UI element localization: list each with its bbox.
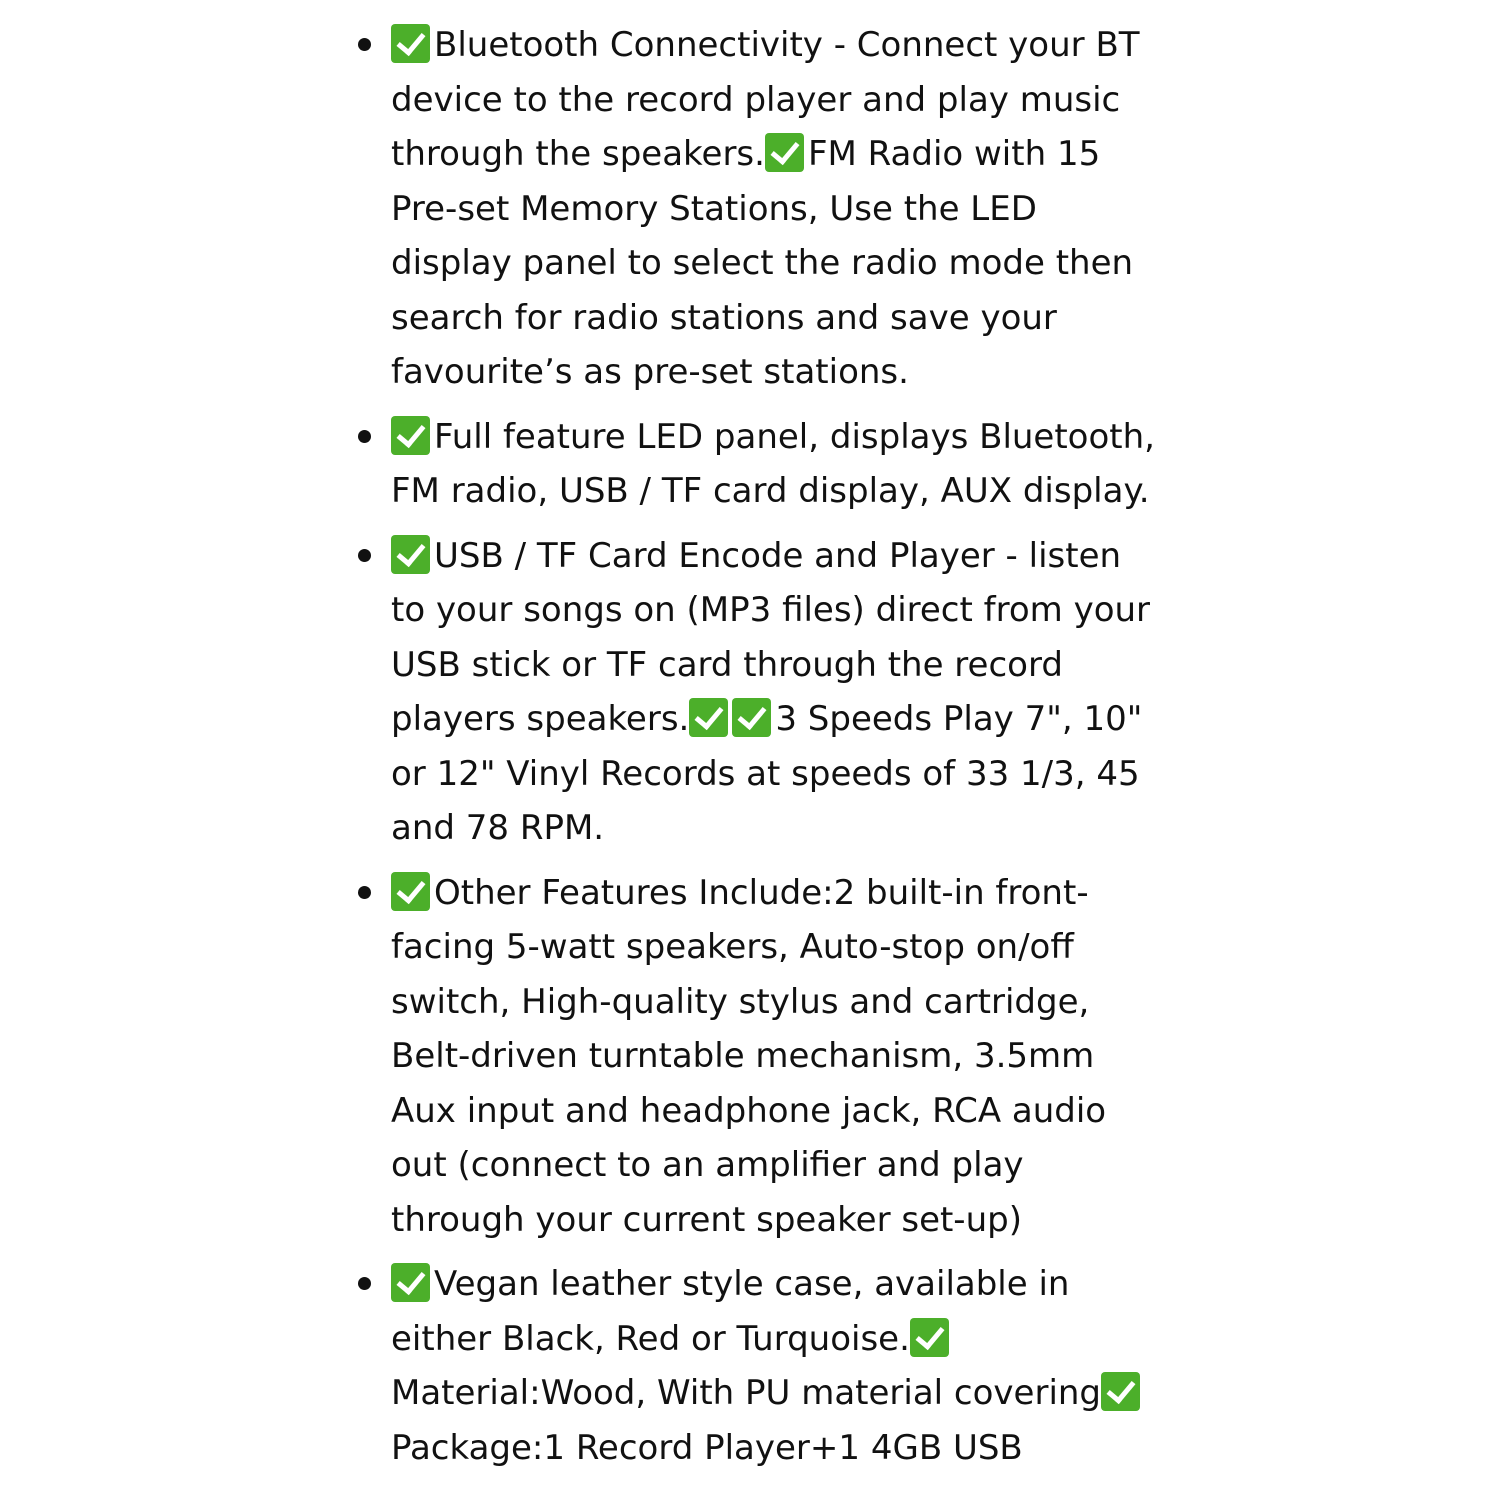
check-icon — [732, 698, 771, 737]
check-icon — [391, 1263, 430, 1302]
feature-text: Vegan leather style case, available in either Black, Red or Turquoise. — [391, 1264, 1070, 1359]
feature-item — [352, 18, 1164, 400]
feature-text: USB / TF Card Encode and Player - listen to your songs on (MP3 files) direct from your USB stick or TF card through the record players speakers. — [391, 535, 1151, 739]
bullet-icon — [358, 549, 371, 562]
feature-text: 3 Speeds Play 7", 10" or 12" Vinyl Records at speeds of 33 1/3, 45 and 78 RPM. — [391, 699, 1143, 848]
feature-text: Other Features Include:2 built-in front-facing 5-watt speakers, Auto-stop on/off switch, High-quality stylus and cartridge, Belt-driven turntable mechanism, 3.5mm Aux input and headphone jack, RCA audio out (connect to an amplifier and play through your current speaker set-up) — [391, 872, 1107, 1240]
check-icon — [391, 24, 430, 63]
feature-item — [352, 529, 1164, 856]
check-icon — [391, 535, 430, 574]
feature-text: Package:1 Record Player+1 4GB USB — [391, 1427, 1023, 1468]
bullet-icon — [358, 1277, 371, 1290]
feature-text: FM Radio with 15 Pre-set Memory Stations, Use the LED display panel to select the radio mode then search for radio stations and save your favourite’s as pre-set stations. — [391, 134, 1134, 392]
check-icon — [765, 133, 804, 172]
check-icon — [391, 872, 430, 911]
feature-text: Full feature LED panel, displays Bluetooth, FM radio, USB / TF card display, AUX display. — [391, 416, 1155, 511]
feature-text: Material:Wood, With PU material covering — [391, 1373, 1102, 1413]
bullet-icon — [358, 886, 371, 899]
feature-item — [352, 866, 1164, 1248]
feature-list — [352, 18, 1164, 1485]
check-icon — [689, 698, 728, 737]
check-icon — [391, 416, 430, 455]
check-icon — [1101, 1372, 1140, 1411]
check-icon — [910, 1318, 949, 1357]
bullet-icon — [358, 430, 371, 443]
feature-item — [352, 410, 1164, 519]
feature-item — [352, 1257, 1164, 1475]
feature-text: Bluetooth Connectivity - Connect your BT device to the record player and play music through the speakers. — [391, 25, 1140, 174]
bullet-icon — [358, 38, 371, 51]
